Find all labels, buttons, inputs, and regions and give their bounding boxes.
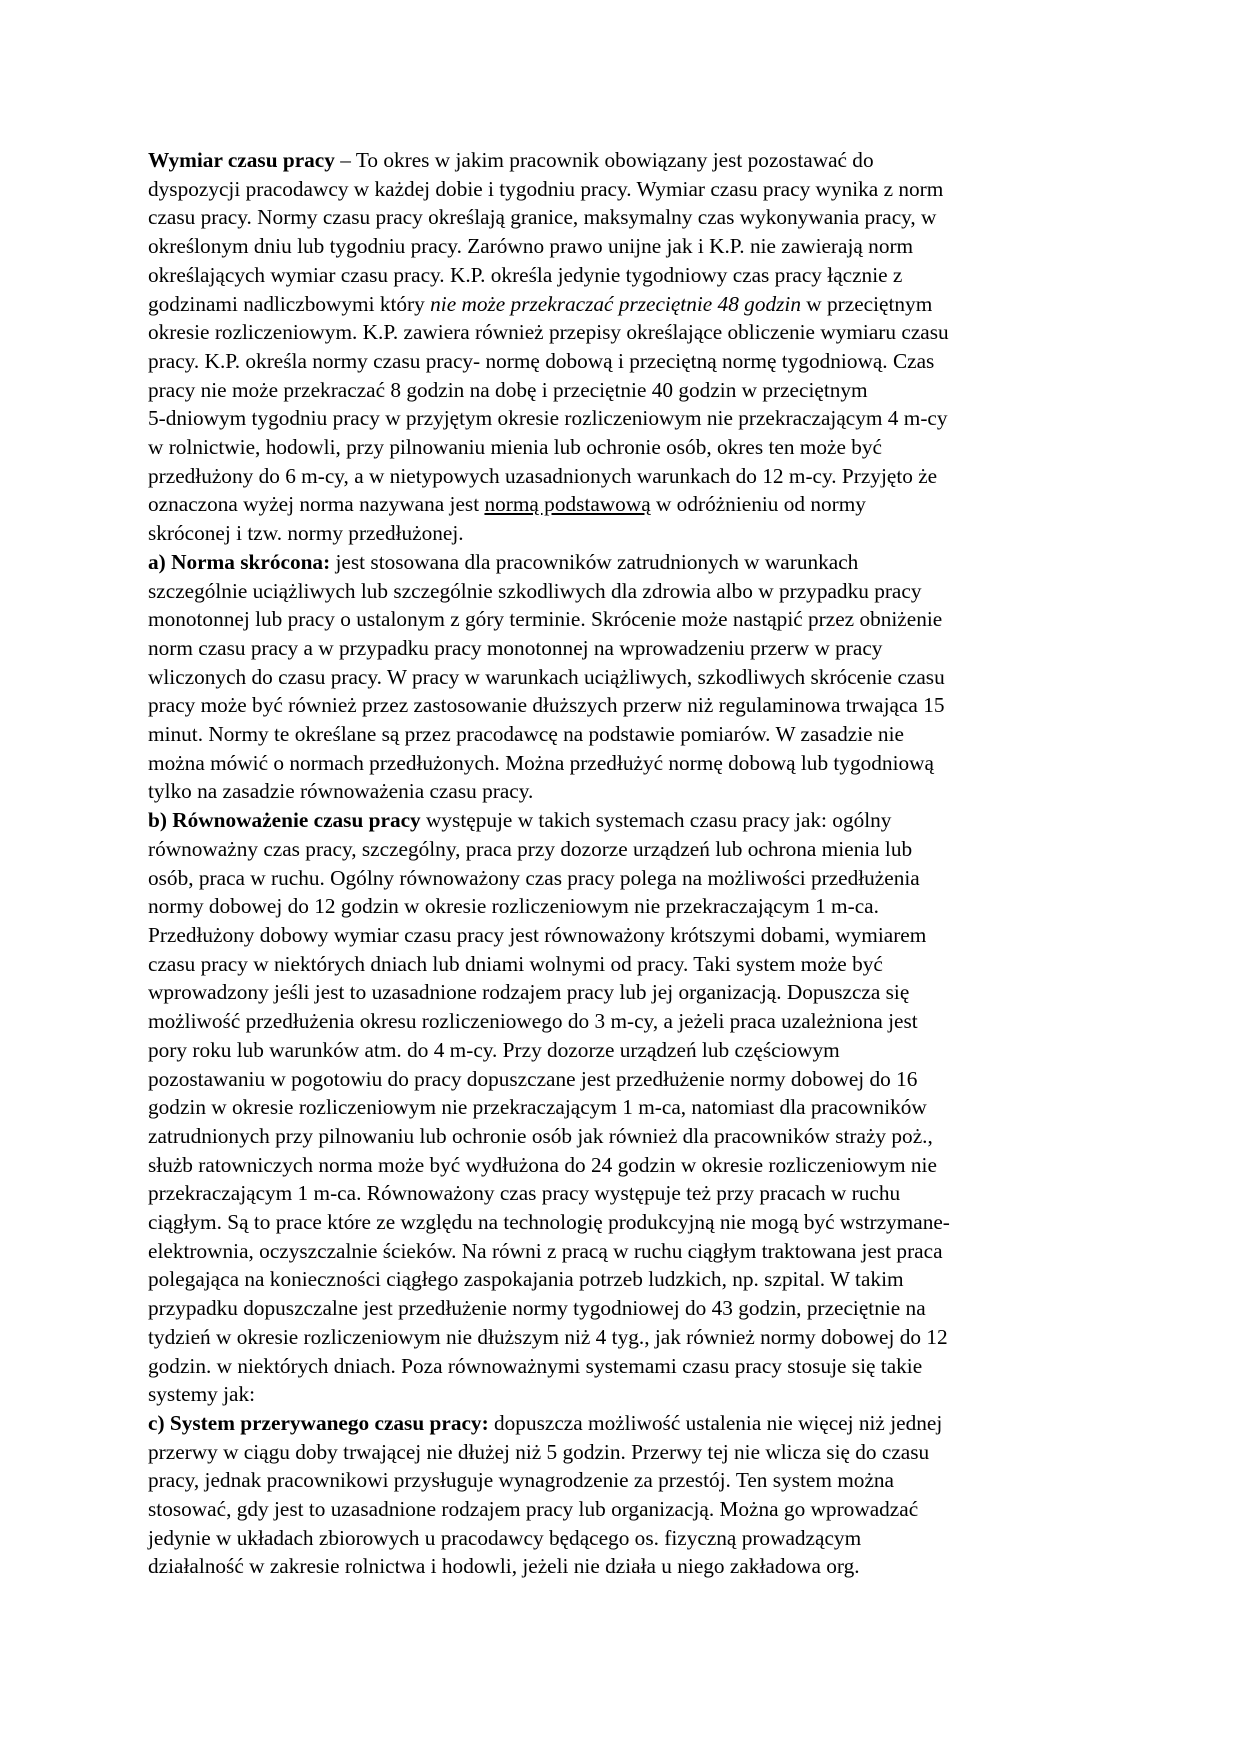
paragraph-norma-skrocona [148, 548, 1096, 806]
text-line: przerwy w ciągu doby trwającej nie dłużej niż 5 godzin. Przerwy tej nie wlicza się do czasu [148, 1439, 930, 1464]
document-page [148, 146, 1096, 1581]
text-line: jedynie w układach zbiorowych u pracodawcy będącego os. fizyczną prowadzącym [148, 1525, 862, 1550]
text-line: b) Równoważenie czasu pracy występuje w takich systemach czasu pracy jak: ogólny [148, 808, 892, 833]
text-line: określających wymiar czasu pracy. K.P. określa jedynie tygodniowy czas pracy łącznie z [148, 262, 903, 287]
text-line: możliwość przedłużenia okresu rozliczeniowego do 3 m-cy, a jeżeli praca uzależniona jest [148, 1009, 918, 1034]
text-line: Przedłużony dobowy wymiar czasu pracy jest równoważony krótszymi dobami, wymiarem [148, 922, 927, 947]
text-line: pracy. K.P. określa normy czasu pracy- normę dobową i przeciętną normę tygodniową. Czas [148, 348, 935, 373]
text-line: równoważny czas pracy, szczególny, praca przy dozorze urządzeń lub ochrona mienia lub [148, 836, 913, 861]
section-heading: c) System przerywanego czasu pracy: [148, 1410, 489, 1435]
emphasis-text: nie może przekraczać przeciętnie 48 godzin [430, 291, 801, 316]
text-line: w rolnictwie, hodowli, przy pilnowaniu mienia lub ochronie osób, okres ten może być [148, 435, 882, 460]
text-line: pracy, jednak pracownikowi przysługuje wynagrodzenie za przestój. Ten system można [148, 1468, 895, 1493]
text-line: przedłużony do 6 m-cy, a w nietypowych uzasadnionych warunkach do 12 m-cy. Przyjęto że [148, 463, 938, 488]
text-line: działalność w zakresie rolnictwa i hodowli, jeżeli nie działa u niego zakładowa org. [148, 1554, 860, 1579]
text-line: stosować, gdy jest to uzasadnione rodzajem pracy lub organizacją. Można go wprowadzać [148, 1497, 919, 1522]
text-line: godzin w okresie rozliczeniowym nie przekraczającym 1 m-ca, natomiast dla pracowników [148, 1095, 927, 1120]
text-line: polegająca na konieczności ciągłego zaspokajania potrzeb ludzkich, np. szpital. W takim [148, 1267, 904, 1292]
text-line: 5-dniowym tygodniu pracy w przyjętym okresie rozliczeniowym nie przekraczającym 4 m-cy [148, 406, 948, 431]
text-line: Wymiar czasu pracy – To okres w jakim pracownik obowiązany jest pozostawać do [148, 148, 874, 172]
text-line: osób, praca w ruchu. Ogólny równoważony czas pracy polega na możliwości przedłużenia [148, 865, 920, 890]
text-line: a) Norma skrócona: jest stosowana dla pracowników zatrudnionych w warunkach [148, 549, 859, 574]
text-line: ciągłym. Są to prace które ze względu na technologię produkcyjną nie mogą być wstrzymane- [148, 1210, 950, 1235]
underlined-term: normą podstawową [484, 492, 651, 517]
text-line: czasu pracy. Normy czasu pracy określają granice, maksymalny czas wykonywania pracy, w [148, 205, 937, 230]
text-line: pory roku lub warunków atm. do 4 m-cy. Przy dozorze urządzeń lub częściowym [148, 1037, 840, 1062]
paragraph-system-przerywanego-czasu-pracy [148, 1409, 1096, 1581]
text-line: można mówić o normach przedłużonych. Można przedłużyć normę dobową lub tygodniową [148, 750, 934, 775]
text-line: służb ratowniczych norma może być wydłużona do 24 godzin w okresie rozliczeniowym nie [148, 1152, 937, 1177]
text-line: normy dobowej do 12 godzin w okresie rozliczeniowym nie przekraczającym 1 m-ca. [148, 894, 879, 919]
text-line: minut. Normy te określane są przez pracodawcę na podstawie pomiarów. W zasadzie nie [148, 722, 904, 747]
text-line: określonym dniu lub tygodniu pracy. Zarówno prawo unijne jak i K.P. nie zawierają norm [148, 234, 914, 259]
text-line: przypadku dopuszczalne jest przedłużenie normy tygodniowej do 43 godzin, przeciętnie na [148, 1296, 926, 1321]
text-line: skróconej i tzw. normy przedłużonej. [148, 521, 464, 546]
text-line: okresie rozliczeniowym. K.P. zawiera również przepisy określające obliczenie wymiaru czasu [148, 320, 949, 345]
text-line: pozostawaniu w pogotowiu do pracy dopuszczane jest przedłużenie normy dobowej do 16 [148, 1066, 918, 1091]
text-line: c) System przerywanego czasu pracy: dopuszcza możliwość ustalenia nie więcej niż jednej [148, 1410, 943, 1435]
text-line: norm czasu pracy a w przypadku pracy monotonnej na wprowadzeniu przerw w pracy [148, 635, 883, 660]
text-line: oznaczona wyżej norma nazywana jest normą podstawową w odróżnieniu od normy [148, 492, 866, 517]
paragraph-wymiar-czasu-pracy [148, 146, 1096, 548]
section-heading: a) Norma skrócona: [148, 549, 331, 574]
text-line: elektrownia, oczyszczalnie ścieków. Na równi z pracą w ruchu ciągłym traktowana jest praca [148, 1238, 943, 1263]
text-line: systemy jak: [148, 1382, 256, 1407]
section-heading: b) Równoważenie czasu pracy [148, 808, 421, 833]
text-line: wliczonych do czasu pracy. W pracy w warunkach uciążliwych, szkodliwych skrócenie czasu [148, 664, 945, 689]
text-line: pracy nie może przekraczać 8 godzin na dobę i przeciętnie 40 godzin w przeciętnym [148, 377, 868, 402]
text-line: czasu pracy w niektórych dniach lub dniami wolnymi od pracy. Taki system może być [148, 951, 883, 976]
text-line: tydzień w okresie rozliczeniowym nie dłuższym niż 4 tyg., jak również normy dobowej do 12 [148, 1324, 948, 1349]
text-line: szczególnie uciążliwych lub szczególnie szkodliwych dla zdrowia albo w przypadku pracy [148, 578, 922, 603]
text-line: przekraczającym 1 m-ca. Równoważony czas pracy występuje też przy pracach w ruchu [148, 1181, 901, 1206]
text-line: godzinami nadliczbowymi który nie może przekraczać przeciętnie 48 godzin w przeciętnym [148, 291, 933, 316]
text-line: godzin. w niektórych dniach. Poza równoważnymi systemami czasu pracy stosuje się takie [148, 1353, 923, 1378]
text-line: monotonnej lub pracy o ustalonym z góry terminie. Skrócenie może nastąpić przez obniżenie [148, 607, 943, 632]
paragraph-rownowazenie-czasu-pracy [148, 806, 1096, 1409]
text-line: wprowadzony jeśli jest to uzasadnione rodzajem pracy lub jej organizacją. Dopuszcza się [148, 980, 910, 1005]
text-line: dyspozycji pracodawcy w każdej dobie i tygodniu pracy. Wymiar czasu pracy wynika z norm [148, 176, 944, 201]
text-line: zatrudnionych przy pilnowaniu lub ochronie osób jak również dla pracowników straży poż., [148, 1123, 933, 1148]
term-heading: Wymiar czasu pracy [148, 148, 335, 172]
text-line: tylko na zasadzie równoważenia czasu pracy. [148, 779, 534, 804]
text-line: pracy może być również przez zastosowanie dłuższych przerw niż regulaminowa trwająca 15 [148, 693, 945, 718]
